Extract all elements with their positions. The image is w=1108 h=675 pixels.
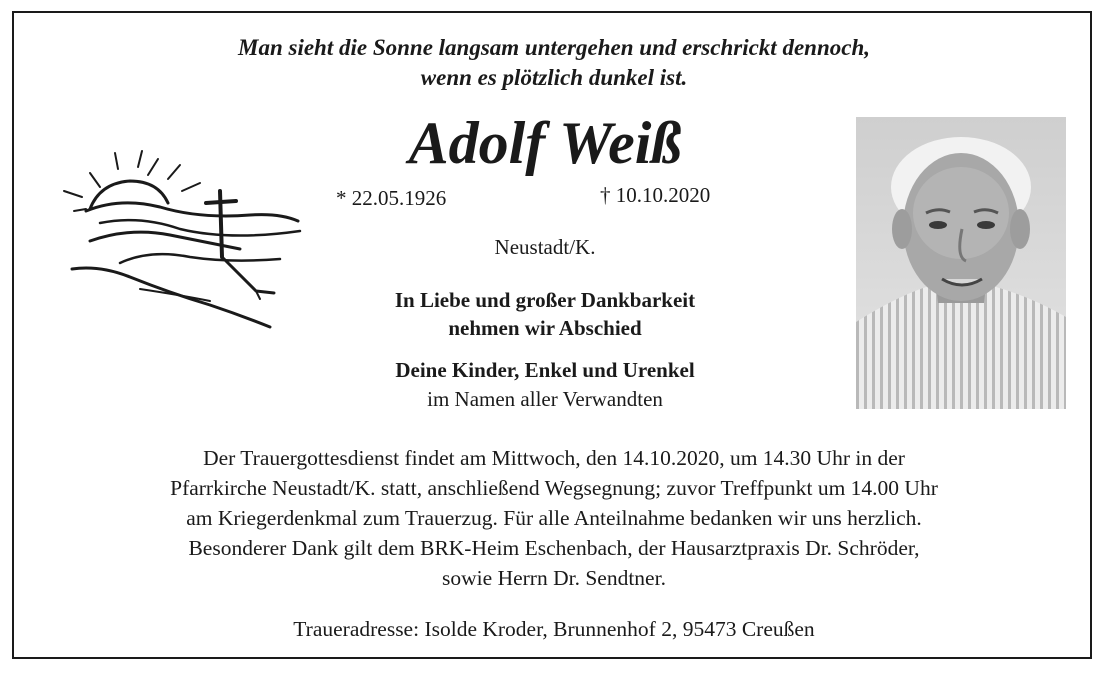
farewell-message [330,286,760,342]
farewell-line-1: In Liebe und großer Dankbarkeit [394,288,696,312]
farewell-line-2: nehmen wir Abschied [448,316,642,340]
deceased-name: Adolf Weiß [408,110,682,176]
service-line-4: Besonderer Dank gilt dem BRK-Heim Eschenbach, der Hausarztpraxis Dr. Schröder, [188,536,920,560]
service-line-1: Der Trauergottesdienst findet am Mittwoch, den 14.10.2020, um 14.30 Uhr in der [203,446,905,470]
service-details [30,443,1078,593]
mourning-address: Traueradresse: Isolde Kroder, Brunnenhof 2, 95473 Creußen [293,617,815,641]
service-line-3: am Kriegerdenkmal zum Trauerzug. Für alle Anteilnahme bedanken wir uns herzlich. [186,506,922,530]
quote [0,33,1108,93]
portrait-photo [856,117,1066,409]
home-town: Neustadt/K. [494,235,596,259]
relatives-line: im Namen aller Verwandten [427,387,663,411]
sunset-cross-icon [60,145,302,335]
service-line-2: Pfarrkirche Neustadt/K. statt, anschließend Wegsegnung; zuvor Treffpunkt um 14.00 Uhr [170,476,938,500]
service-line-5: sowie Herrn Dr. Sendtner. [442,566,666,590]
death-date: † 10.10.2020 [600,183,711,207]
quote-line-1: Man sieht die Sonne langsam untergehen und erschrickt dennoch, [238,35,870,60]
mourners [330,356,760,414]
birth-date: * 22.05.1926 [336,186,447,210]
quote-line-2: wenn es plötzlich dunkel ist. [420,65,688,90]
mourners-line: Deine Kinder, Enkel und Urenkel [395,358,695,382]
